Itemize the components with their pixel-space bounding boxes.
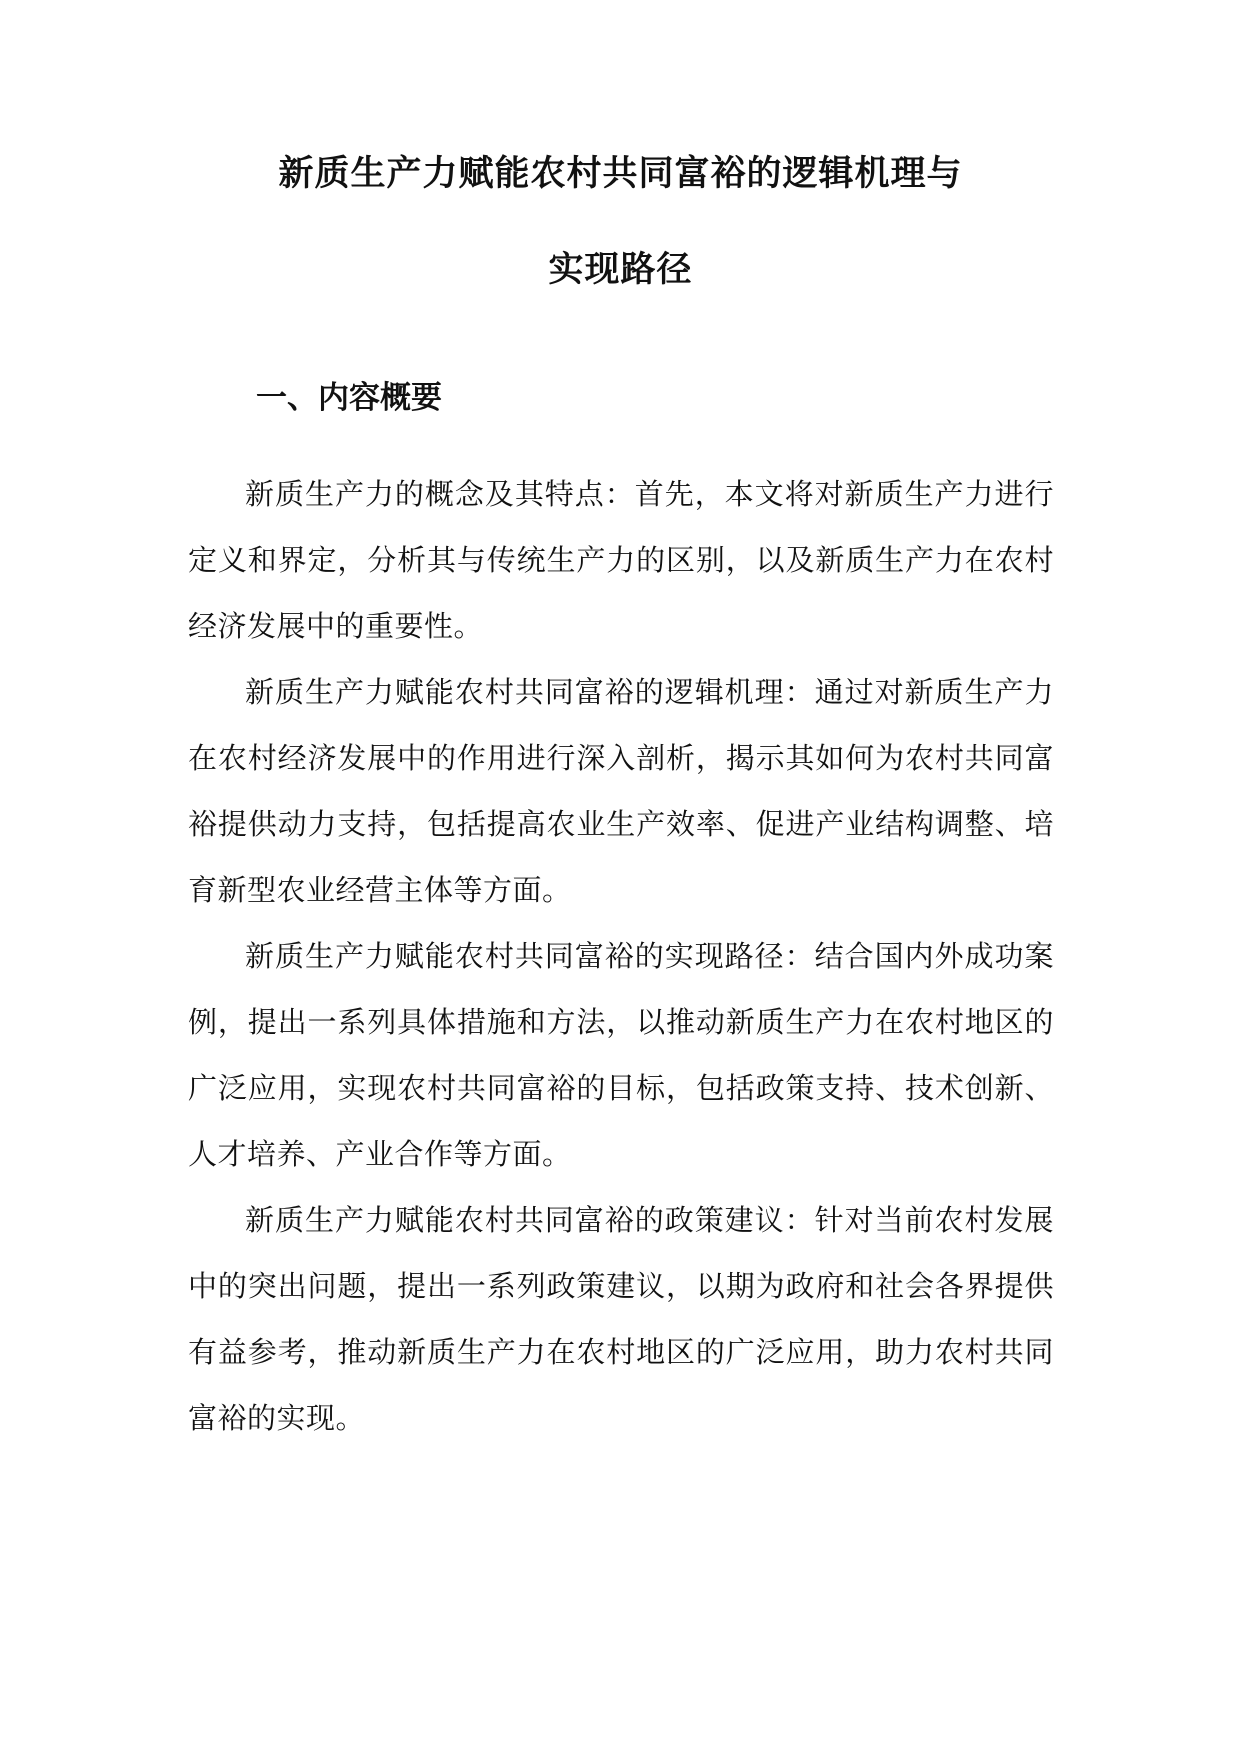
paragraph-policy-suggestions: 新质生产力赋能农村共同富裕的政策建议：针对当前农村发展中的突出问题，提出一系列政策建议，以期为政府和社会各界提供有益参考，推动新质生产力在农村地区的广泛应用，助力农村共同富裕的实现。 <box>188 1203 1054 1435</box>
section-heading: 一、内容概要 <box>256 380 442 416</box>
document-title-line-1: 新质生产力赋能农村共同富裕的逻辑机理与 <box>278 154 963 194</box>
document-title-line-2: 实现路径 <box>548 250 693 290</box>
paragraph-concept: 新质生产力的概念及其特点：首先，本文将对新质生产力进行定义和界定，分析其与传统生产力的区别，以及新质生产力在农村经济发展中的重要性。 <box>188 477 1054 643</box>
paragraph-logic-mechanism: 新质生产力赋能农村共同富裕的逻辑机理：通过对新质生产力在农村经济发展中的作用进行深入剖析，揭示其如何为农村共同富裕提供动力支持，包括提高农业生产效率、促进产业结构调整、培育新型农业经营主体等方面。 <box>188 675 1054 907</box>
document-body <box>188 461 1054 1451</box>
paragraph-implementation-path: 新质生产力赋能农村共同富裕的实现路径：结合国内外成功案例，提出一系列具体措施和方法，以推动新质生产力在农村地区的广泛应用，实现农村共同富裕的目标，包括政策支持、技术创新、人才培养、产业合作等方面。 <box>188 939 1054 1171</box>
